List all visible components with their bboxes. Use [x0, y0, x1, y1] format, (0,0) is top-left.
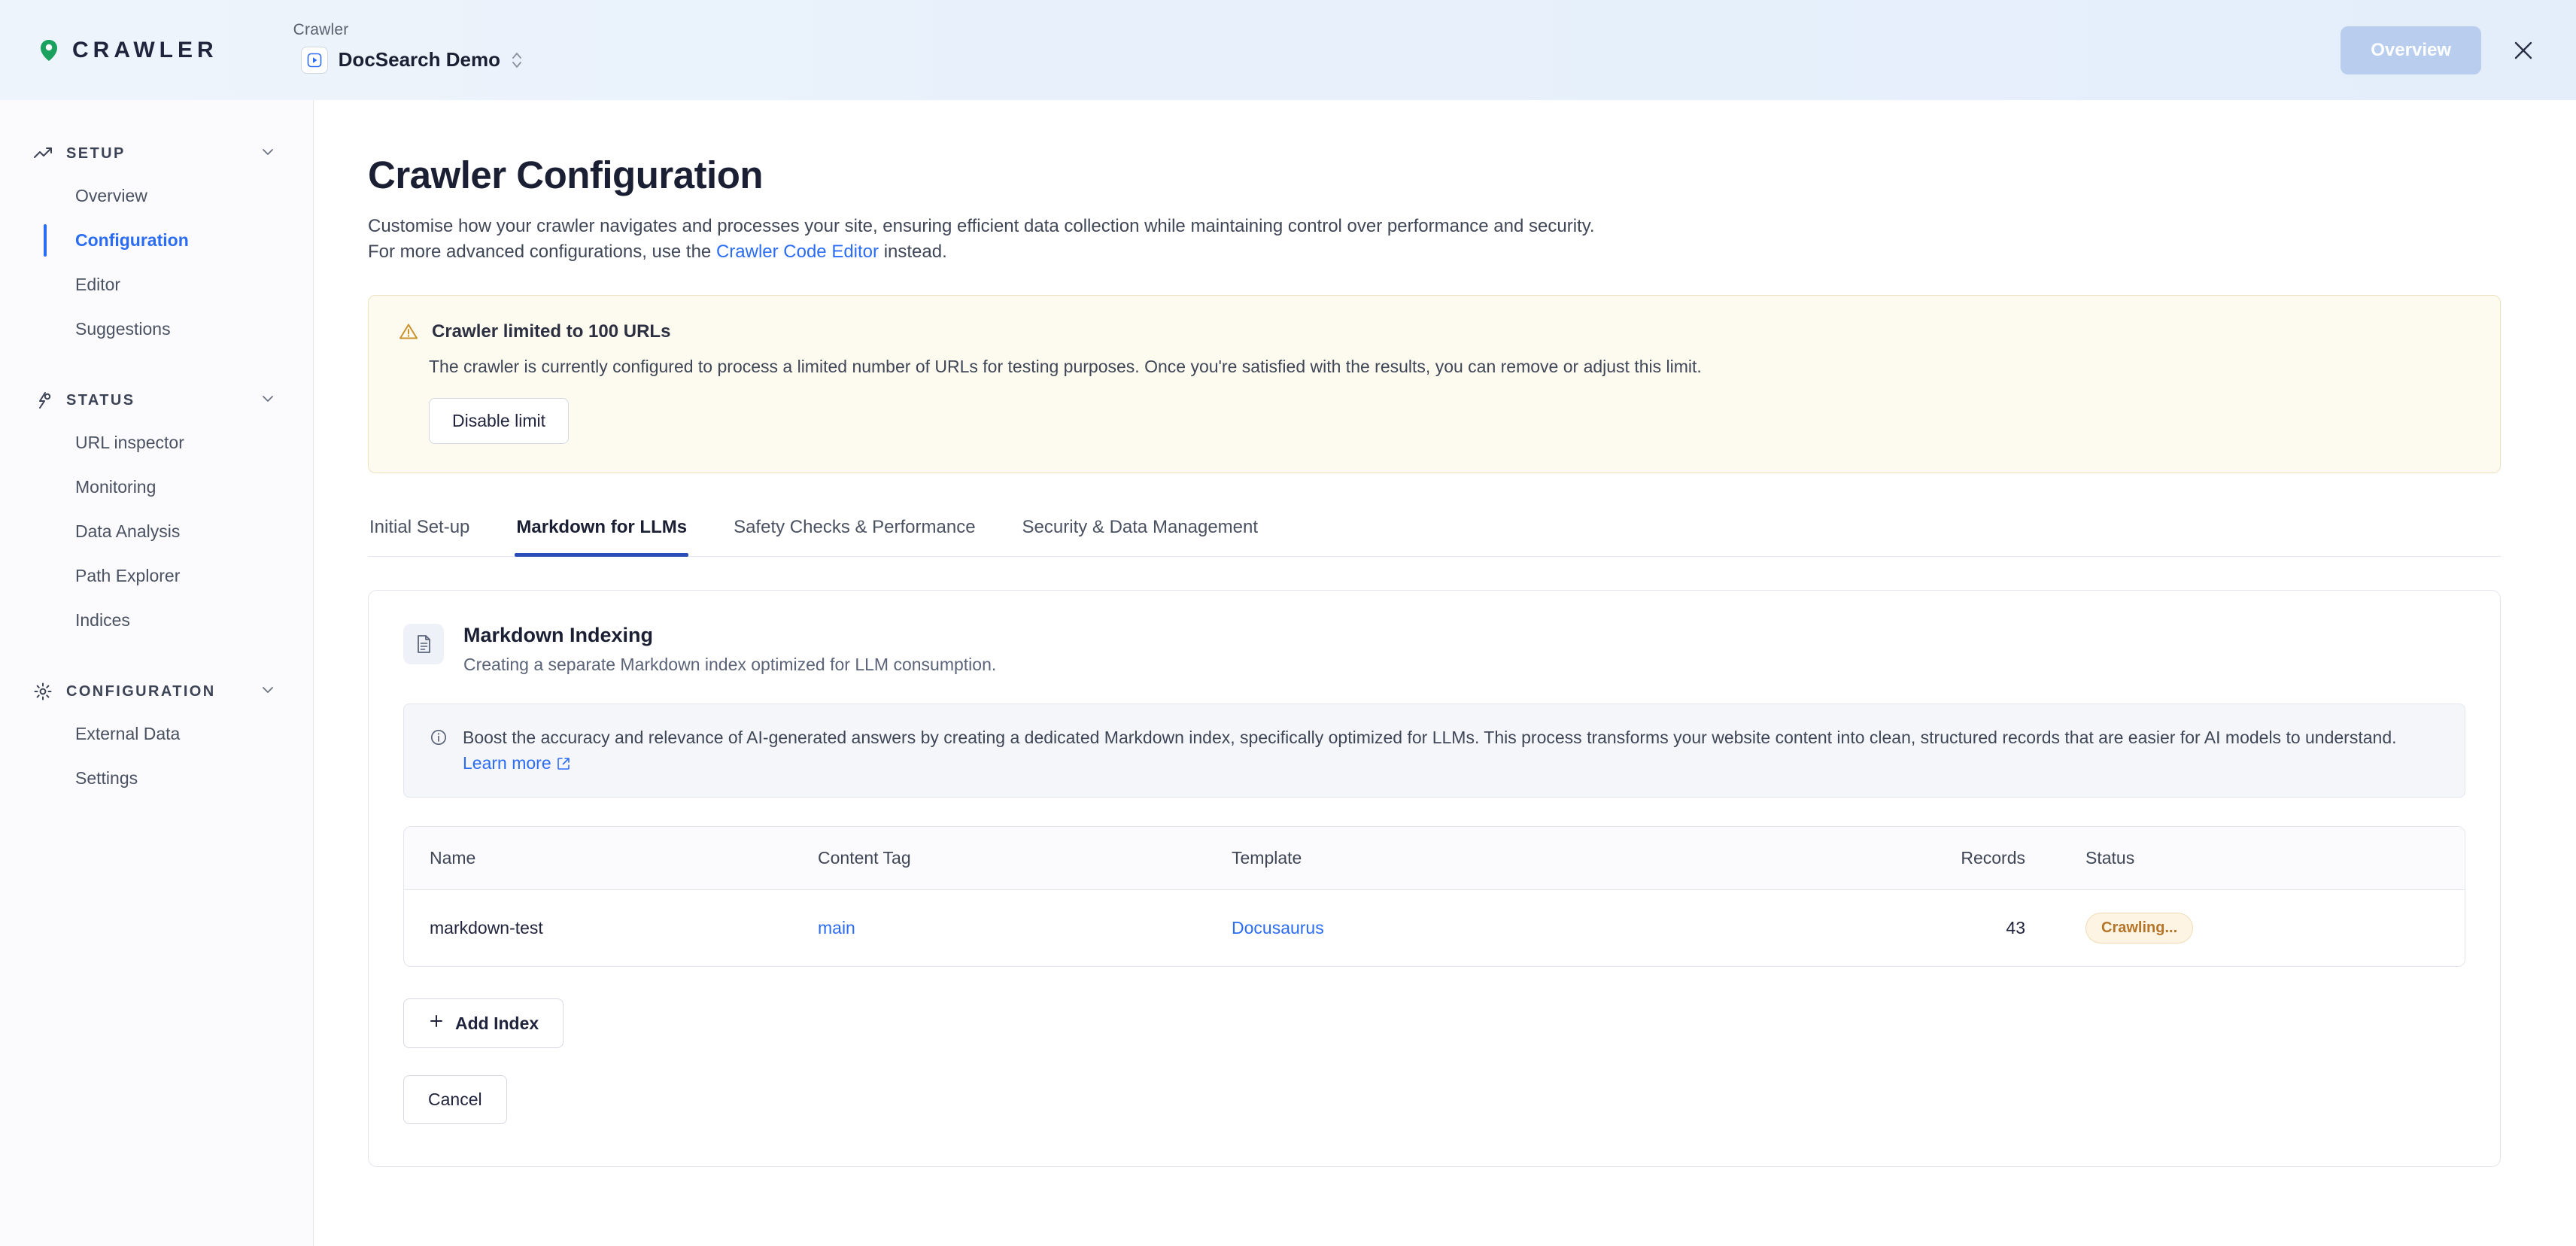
close-icon[interactable] — [2504, 31, 2543, 70]
cell-records: 43 — [2006, 918, 2025, 938]
sidebar-item-editor[interactable]: Editor — [75, 275, 121, 294]
top-bar — [0, 0, 2576, 100]
column-header-template: Template — [1232, 848, 1302, 868]
sidebar-group-setup[interactable] — [0, 130, 313, 174]
sidebar-group-configuration[interactable] — [0, 668, 313, 712]
page-description-line2 — [368, 239, 2174, 265]
sidebar-item-overview[interactable]: Overview — [75, 186, 147, 205]
disable-limit-button[interactable]: Disable limit — [429, 398, 569, 444]
content-tag-value[interactable]: main — [818, 918, 855, 938]
overview-button[interactable]: Overview — [2341, 26, 2481, 74]
table-row[interactable] — [404, 890, 2465, 966]
topbar-actions — [2341, 26, 2543, 74]
desc-prefix: For more advanced configurations, use the — [368, 242, 716, 263]
gear-icon — [33, 682, 53, 701]
add-index-row — [403, 967, 2465, 1048]
status-badge: Crawling... — [2085, 913, 2193, 944]
project-name: DocSearch Demo — [338, 48, 500, 71]
crawler-code-editor-link[interactable]: Crawler Code Editor — [715, 242, 879, 263]
crawler-logo-icon — [36, 38, 62, 63]
page-description-line1: Customise how your crawler navigates and processes your site, ensuring efficient data collection while maintaining control over performance and security. — [368, 216, 1595, 236]
cancel-button[interactable]: Cancel — [403, 1075, 507, 1124]
desc-suffix: instead. — [879, 242, 947, 263]
tab-safety-checks-performance[interactable]: Safety Checks & Performance — [734, 517, 976, 538]
sidebar-item-data-analysis[interactable]: Data Analysis — [75, 521, 181, 541]
cell-name: markdown-test — [430, 918, 543, 938]
project-selector[interactable] — [293, 21, 533, 80]
sidebar-spacer-1 — [0, 351, 313, 377]
sidebar-group-title: CONFIGURATION — [66, 682, 216, 700]
sidebar — [0, 100, 314, 1246]
page-description — [368, 214, 2174, 265]
column-header-content-tag: Content Tag — [818, 848, 911, 868]
sidebar-item-suggestions[interactable]: Suggestions — [75, 319, 171, 339]
sidebar-item-external-data[interactable]: External Data — [75, 724, 181, 743]
sidebar-spacer-2 — [0, 643, 313, 668]
info-text: Boost the accuracy and relevance of AI-generated answers by creating a dedicated Markdown index, specifically optimized for LLMs. This process transforms your website content into clean, structured records that are easier for AI models to understand. — [463, 728, 2397, 748]
card-header-text — [463, 624, 996, 675]
learn-more-link[interactable]: Learn more — [463, 752, 551, 773]
info-circle-icon — [430, 728, 448, 750]
chevron-down-icon[interactable] — [260, 391, 275, 410]
chevron-updown-icon[interactable] — [511, 50, 523, 70]
cell-template — [1232, 895, 1870, 961]
column-header-status: Status — [2085, 848, 2135, 868]
sidebar-item-indices[interactable]: Indices — [75, 610, 130, 630]
document-icon — [403, 624, 444, 664]
sidebar-item-path-explorer[interactable]: Path Explorer — [75, 566, 181, 585]
add-index-label: Add Index — [455, 1013, 539, 1033]
card-subtitle: Creating a separate Markdown index optimized for LLM consumption. — [463, 655, 997, 675]
plus-icon — [428, 1013, 445, 1034]
markdown-indexing-card — [368, 590, 2501, 1167]
tab-security-data-management[interactable]: Security & Data Management — [1022, 517, 1259, 538]
sidebar-group-title: SETUP — [66, 144, 126, 162]
brand[interactable] — [36, 38, 218, 63]
url-limit-callout — [368, 295, 2501, 473]
chevron-down-icon[interactable] — [260, 682, 275, 701]
trending-up-icon — [33, 144, 53, 163]
add-index-button[interactable] — [403, 998, 564, 1048]
callout-header — [399, 321, 2470, 342]
page-title: Crawler Configuration — [368, 153, 764, 196]
external-link-icon — [556, 753, 571, 773]
body — [0, 100, 2576, 1246]
sidebar-item-configuration[interactable]: Configuration — [0, 218, 313, 263]
sidebar-group-title: STATUS — [66, 391, 135, 409]
project-label: Crawler — [293, 20, 349, 38]
brand-name: CRAWLER — [72, 37, 218, 62]
cancel-row — [403, 1048, 2465, 1124]
play-icon — [301, 47, 328, 74]
tab-markdown-for-llms[interactable]: Markdown for LLMs — [515, 509, 688, 556]
cell-status — [2043, 890, 2465, 966]
info-text-wrap — [463, 725, 2439, 776]
tab-bar — [368, 509, 2501, 557]
main-content — [314, 100, 2576, 1246]
sidebar-group-status[interactable] — [0, 377, 313, 421]
sidebar-item-url-inspector[interactable]: URL inspector — [75, 433, 184, 452]
warning-triangle-icon — [399, 322, 418, 342]
template-value[interactable]: Docusaurus — [1232, 918, 1324, 938]
tab-initial-setup[interactable]: Initial Set-up — [369, 517, 470, 538]
column-header-records: Records — [1961, 848, 2025, 868]
callout-text: The crawler is currently configured to process a limited number of URLs for testing purposes. Once you're satisfied with the results, you can remove or adjust this limit. — [429, 357, 1702, 377]
callout-title: Crawler limited to 100 URLs — [432, 321, 671, 342]
card-header — [403, 624, 2465, 675]
table-header-row — [404, 827, 2465, 890]
activity-icon — [33, 391, 53, 410]
markdown-info-box — [403, 704, 2465, 798]
cell-content-tag — [818, 895, 1232, 961]
project-pill[interactable] — [293, 41, 533, 80]
column-header-name: Name — [430, 848, 476, 868]
sidebar-item-settings[interactable]: Settings — [75, 768, 138, 788]
markdown-index-table — [403, 826, 2465, 967]
chevron-down-icon[interactable] — [260, 144, 275, 163]
card-title: Markdown Indexing — [463, 624, 654, 647]
sidebar-item-monitoring[interactable]: Monitoring — [75, 477, 156, 497]
